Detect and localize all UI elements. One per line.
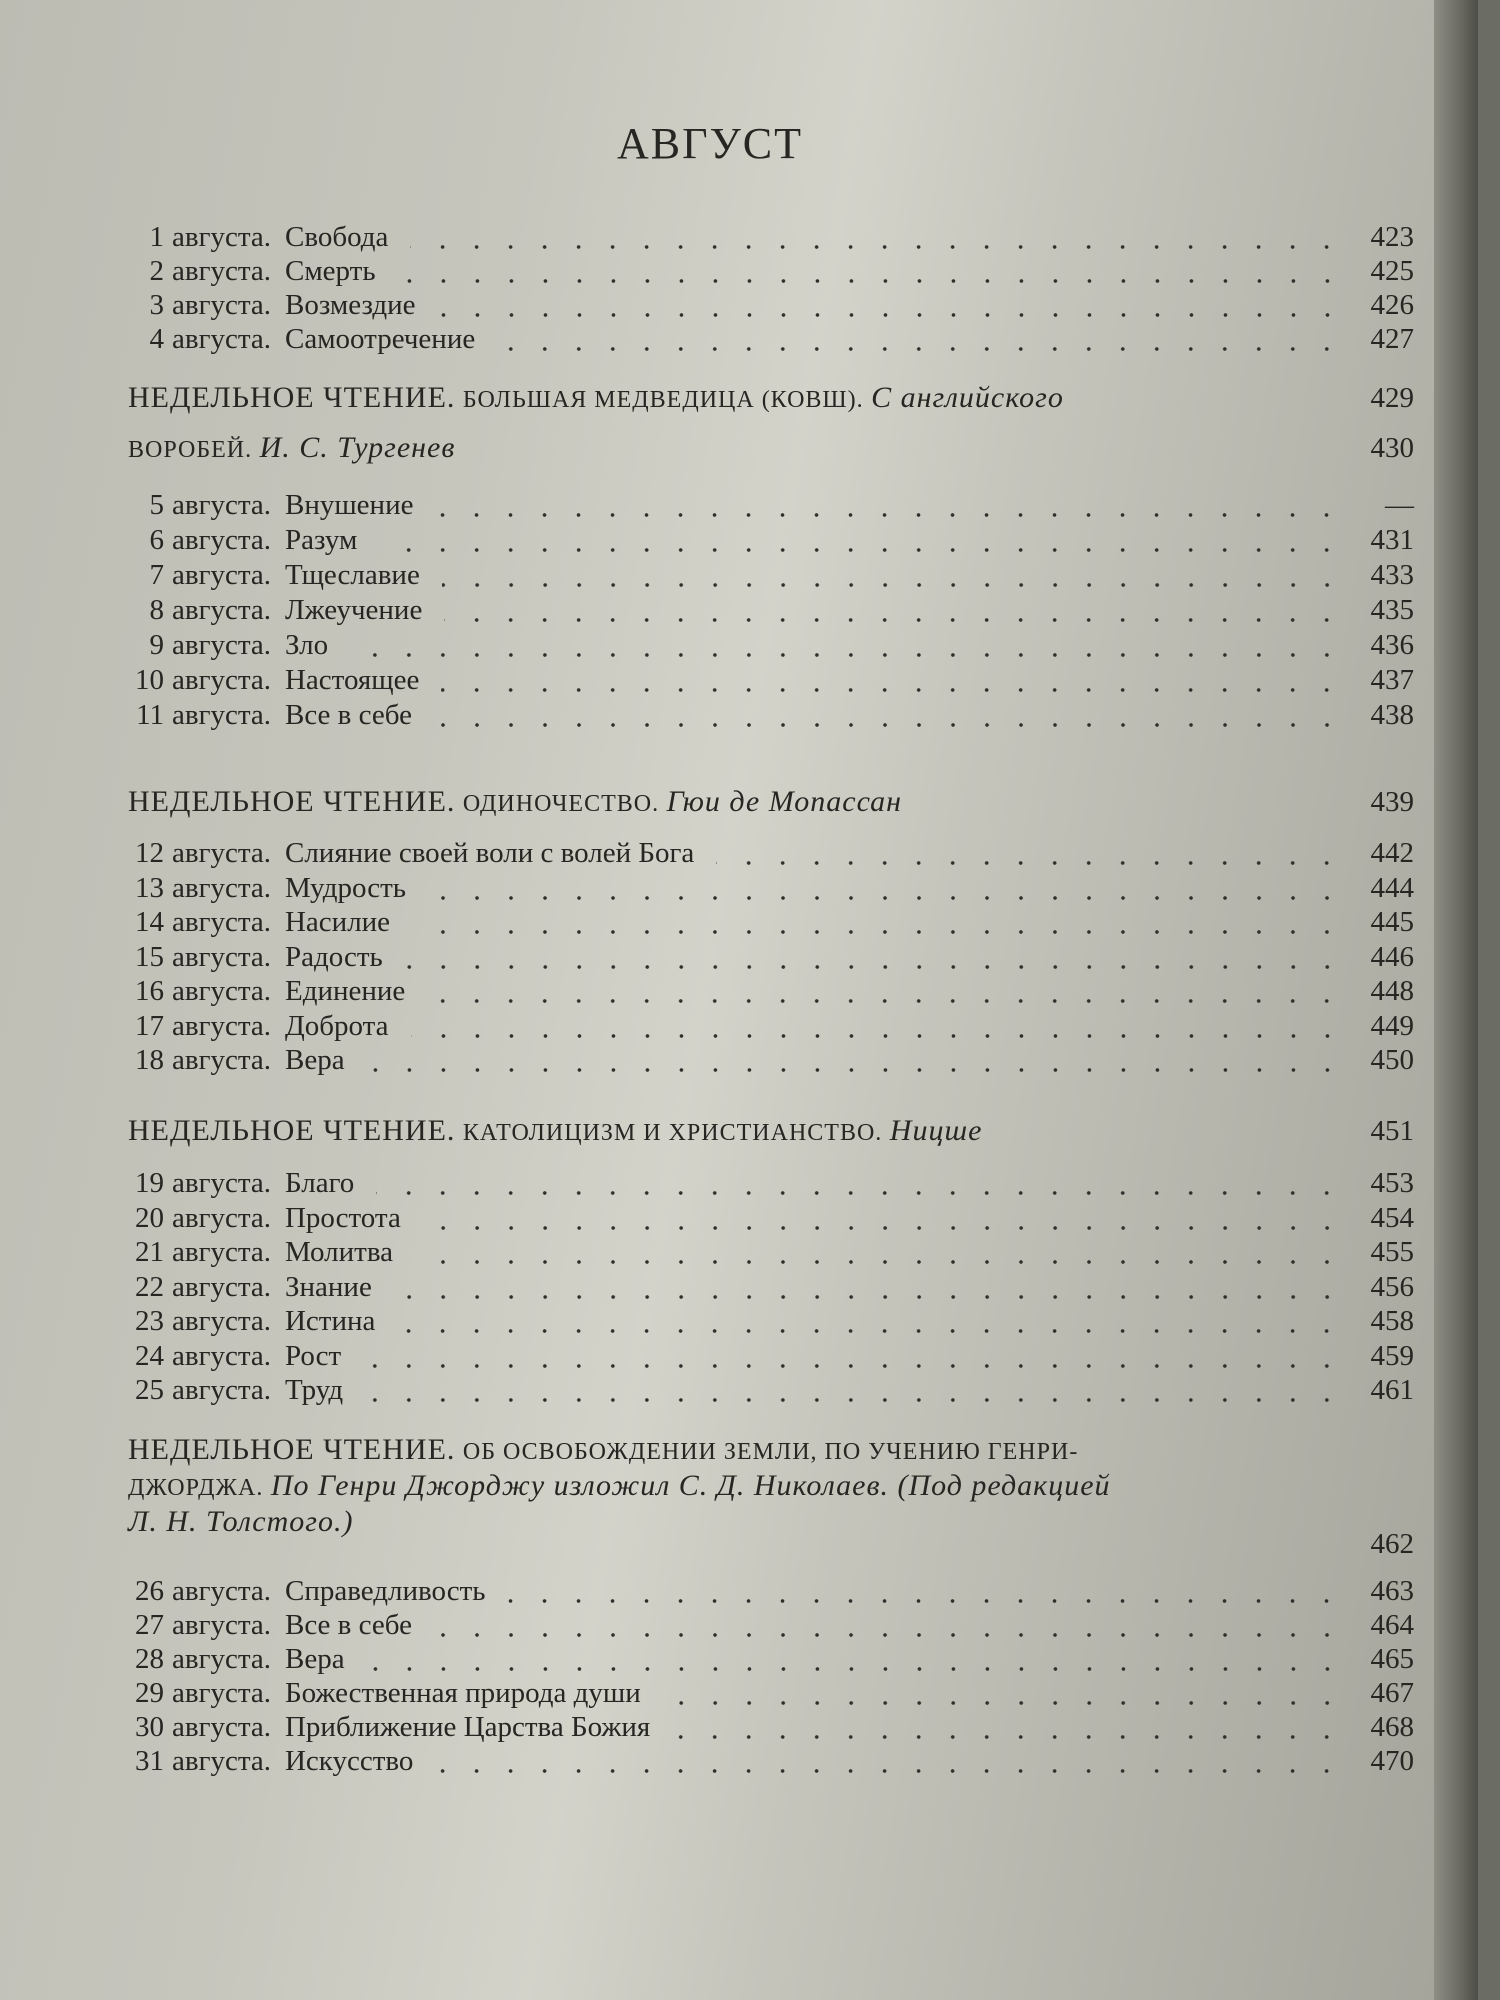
- leader-dots: [410, 242, 1344, 252]
- entry-page: 433: [1370, 559, 1414, 591]
- entry-day: 22: [135, 1270, 164, 1303]
- entry-day: 24: [135, 1339, 164, 1372]
- entry-day: 11: [136, 699, 164, 731]
- toc-entry: [128, 836, 1414, 870]
- entry-month: августа.: [172, 1643, 271, 1675]
- leader-dots: [663, 1698, 1344, 1708]
- entry-page: 427: [1370, 323, 1414, 355]
- entry-month: августа.: [172, 940, 271, 973]
- entry-topic: Божественная природа души: [284, 1677, 641, 1709]
- weekly-page: 451: [1370, 1115, 1414, 1147]
- entry-page: 468: [1370, 1711, 1414, 1743]
- toc-entry: [128, 220, 1414, 254]
- entry-day: 4: [149, 323, 164, 355]
- entry-month: августа.: [172, 323, 271, 355]
- toc-entry: [128, 1608, 1414, 1642]
- toc-entry: [128, 523, 1414, 557]
- weekly-author: С английского: [871, 381, 1064, 414]
- weekly-page: 439: [1370, 786, 1414, 818]
- entry-page: 463: [1370, 1575, 1414, 1607]
- entry-topic: Знание: [284, 1270, 372, 1303]
- entry-page: 470: [1370, 1745, 1414, 1777]
- leader-dots: [442, 580, 1344, 590]
- entry-day: 20: [135, 1201, 164, 1234]
- entry-page: 467: [1370, 1677, 1414, 1709]
- toc-entry: [128, 1166, 1414, 1200]
- toc-entry: [128, 1201, 1414, 1235]
- entry-page: 456: [1370, 1270, 1414, 1303]
- weekly-title: БОЛЬШАЯ МЕДВЕДИЦА (КОВШ).: [462, 387, 864, 413]
- entry-day: 19: [135, 1167, 164, 1199]
- entry-page: 445: [1370, 906, 1414, 938]
- leader-dots: [434, 1630, 1344, 1640]
- leader-dots: [365, 1395, 1344, 1405]
- entry-page: 448: [1370, 975, 1414, 1007]
- entry-topic: Внушение: [284, 489, 414, 521]
- weekly-label: НЕДЕЛЬНОЕ ЧТЕНИЕ.: [128, 381, 456, 414]
- entry-day: 26: [135, 1575, 164, 1607]
- leader-dots: [507, 1596, 1344, 1606]
- weekly-reading-3: [128, 1113, 1414, 1151]
- entry-page: 464: [1370, 1609, 1414, 1641]
- entry-month: августа.: [172, 1711, 271, 1743]
- entry-month: августа.: [172, 255, 271, 287]
- entry-month: августа.: [172, 664, 271, 696]
- entry-month: августа.: [172, 1305, 271, 1337]
- weekly-title: ДЖОРДЖА.: [128, 1475, 264, 1501]
- entry-topic: Рост: [284, 1339, 342, 1372]
- leader-dots: [438, 310, 1344, 320]
- toc-entry: [128, 663, 1414, 697]
- toc-entry: [128, 488, 1414, 522]
- entry-topic: Возмездие: [284, 289, 416, 321]
- entry-page: 431: [1370, 524, 1414, 556]
- entry-month: августа.: [172, 871, 271, 904]
- leader-dots: [441, 685, 1344, 695]
- toc-entry: [128, 1339, 1414, 1373]
- entry-day: 14: [135, 906, 164, 938]
- entry-month: августа.: [172, 221, 271, 253]
- weekly-author: И. С. Тургенев: [259, 431, 456, 464]
- entry-page: 455: [1370, 1236, 1414, 1268]
- entry-day: 29: [135, 1677, 164, 1709]
- entry-month: августа.: [172, 1201, 271, 1234]
- toc-entry: [128, 698, 1414, 732]
- toc-entry: [128, 1744, 1414, 1778]
- entry-month: августа.: [172, 1270, 271, 1303]
- leader-dots: [350, 650, 1344, 660]
- weekly-title: ОБ ОСВОБОЖДЕНИИ ЗЕМЛИ, ПО УЧЕНИЮ ГЕНРИ-: [462, 1439, 1079, 1465]
- entry-topic: Все в себе: [284, 699, 412, 731]
- entry-day: 8: [149, 594, 164, 626]
- entry-day: 10: [135, 664, 164, 696]
- leader-dots: [435, 510, 1344, 520]
- entry-day: 1: [149, 221, 164, 253]
- leader-dots: [427, 996, 1344, 1006]
- entry-month: августа.: [172, 1374, 271, 1406]
- entry-page: 442: [1370, 837, 1414, 869]
- leader-dots: [398, 276, 1344, 286]
- entry-day: 13: [135, 871, 164, 904]
- leader-dots: [672, 1732, 1344, 1742]
- weekly-page: 430: [1370, 432, 1414, 464]
- entry-month: августа.: [172, 1745, 271, 1777]
- weekly-reading-1-second: [128, 430, 1414, 468]
- weekly-page: 429: [1370, 382, 1414, 414]
- leader-dots: [435, 1766, 1344, 1776]
- entry-day: 18: [135, 1044, 164, 1076]
- page-title: АВГУСТ: [617, 119, 803, 168]
- toc-entry: [128, 1009, 1414, 1043]
- entry-day: 30: [135, 1711, 164, 1743]
- leader-dots: [497, 344, 1344, 354]
- entry-topic: Истина: [284, 1305, 376, 1337]
- weekly-title: КАТОЛИЦИЗМ И ХРИСТИАНСТВО.: [462, 1120, 883, 1146]
- weekly-reading-4-second: [128, 1468, 1414, 1506]
- weekly-title: ВОРОБЕЙ.: [128, 437, 253, 463]
- entry-page: 465: [1370, 1643, 1414, 1675]
- toc-entry: [128, 1235, 1414, 1269]
- toc-entry: [128, 1270, 1414, 1304]
- toc-entry: [128, 1373, 1414, 1407]
- toc-entry: [128, 628, 1414, 662]
- entry-month: августа.: [172, 1236, 271, 1268]
- entry-page: 450: [1370, 1044, 1414, 1076]
- weekly-label: НЕДЕЛЬНОЕ ЧТЕНИЕ.: [128, 1114, 456, 1147]
- entry-topic: Вера: [284, 1044, 345, 1076]
- entry-topic: Разум: [284, 524, 358, 556]
- entry-day: 28: [135, 1643, 164, 1675]
- leader-dots: [434, 720, 1344, 730]
- weekly-title: ОДИНОЧЕСТВО.: [462, 791, 660, 817]
- leader-dots: [367, 1664, 1344, 1674]
- book-spine: [1434, 0, 1478, 2000]
- entry-month: августа.: [172, 1044, 271, 1076]
- toc-entry: [128, 940, 1414, 974]
- toc-entry: [128, 1574, 1414, 1608]
- entry-page: 437: [1370, 664, 1414, 696]
- entry-page: 438: [1370, 699, 1414, 731]
- entry-day: 17: [135, 1009, 164, 1042]
- entry-topic: Радость: [284, 940, 383, 973]
- entry-month: августа.: [172, 1609, 271, 1641]
- entry-topic: Благо: [284, 1167, 355, 1199]
- leader-dots: [411, 1031, 1344, 1041]
- entry-page: 449: [1370, 1009, 1414, 1042]
- entry-page: 436: [1370, 629, 1414, 661]
- entry-topic: Вера: [284, 1643, 345, 1675]
- weekly-page: 462: [1370, 1528, 1414, 1560]
- weekly-reading-4: [128, 1432, 1414, 1470]
- entry-topic: Искусство: [284, 1745, 414, 1777]
- toc-entry: [128, 974, 1414, 1008]
- entry-month: августа.: [172, 629, 271, 661]
- entry-topic: Труд: [284, 1374, 344, 1406]
- toc-entry: [128, 558, 1414, 592]
- entry-page: 435: [1370, 594, 1414, 626]
- leader-dots: [394, 1292, 1344, 1302]
- toc-entry: [128, 1642, 1414, 1676]
- entry-page: 459: [1370, 1339, 1414, 1372]
- entry-page: 423: [1370, 221, 1414, 253]
- toc-entry: [128, 871, 1414, 905]
- leader-dots: [428, 893, 1344, 903]
- entry-page: 426: [1370, 289, 1414, 321]
- toc-entry: [128, 1304, 1414, 1338]
- entry-day: 5: [149, 489, 164, 521]
- entry-page: 454: [1370, 1201, 1414, 1234]
- entry-topic: Слияние своей воли с волей Бога: [284, 837, 695, 869]
- weekly-reading-4-third: [128, 1504, 1414, 1560]
- entry-month: августа.: [172, 1339, 271, 1372]
- entry-month: августа.: [172, 289, 271, 321]
- entry-day: 16: [135, 975, 164, 1007]
- entry-month: августа.: [172, 837, 271, 869]
- toc-entry: [128, 593, 1414, 627]
- entry-page: 444: [1370, 871, 1414, 904]
- entry-month: августа.: [172, 1009, 271, 1042]
- leader-dots: [415, 1257, 1344, 1267]
- entry-day: 3: [149, 289, 164, 321]
- entry-month: августа.: [172, 559, 271, 591]
- entry-page: 425: [1370, 255, 1414, 287]
- entry-day: 9: [149, 629, 164, 661]
- entry-month: августа.: [172, 524, 271, 556]
- entry-topic: Приближение Царства Божия: [284, 1711, 651, 1743]
- toc-entry: [128, 1043, 1414, 1077]
- leader-dots: [716, 858, 1344, 868]
- leader-dots: [367, 1065, 1344, 1075]
- entry-day: 21: [135, 1236, 164, 1268]
- leader-dots: [379, 545, 1344, 555]
- entry-day: 12: [135, 837, 164, 869]
- entry-topic: Зло: [284, 629, 329, 661]
- entry-day: 7: [149, 559, 164, 591]
- weekly-label: НЕДЕЛЬНОЕ ЧТЕНИЕ.: [128, 1433, 456, 1466]
- entry-month: августа.: [172, 975, 271, 1007]
- entry-topic: Свобода: [284, 221, 389, 253]
- entry-page: —: [1385, 489, 1414, 521]
- toc-entry: [128, 322, 1414, 356]
- entry-topic: Доброта: [284, 1009, 389, 1042]
- weekly-author: По Генри Джорджу изложил С. Д. Николаев. (Под редакцией: [270, 1469, 1111, 1502]
- entry-day: 31: [135, 1745, 164, 1777]
- leader-dots: [376, 1188, 1344, 1198]
- entry-day: 23: [135, 1305, 164, 1337]
- weekly-author: Гюи де Мопассан: [666, 785, 903, 818]
- weekly-author: Ницше: [889, 1114, 983, 1147]
- entry-topic: Единение: [284, 975, 406, 1007]
- entry-month: августа.: [172, 1677, 271, 1709]
- entry-page: 458: [1370, 1305, 1414, 1337]
- weekly-reading-2: [128, 784, 1414, 822]
- entry-page: 446: [1370, 940, 1414, 973]
- toc-entry: [128, 1710, 1414, 1744]
- entry-topic: Молитва: [284, 1236, 394, 1268]
- entry-topic: Мудрость: [284, 871, 406, 904]
- weekly-label: НЕДЕЛЬНОЕ ЧТЕНИЕ.: [128, 785, 456, 818]
- weekly-reading-1: [128, 380, 1414, 418]
- leader-dots: [363, 1361, 1344, 1371]
- entry-day: 6: [149, 524, 164, 556]
- entry-topic: Смерть: [284, 255, 376, 287]
- leader-dots: [405, 962, 1344, 972]
- toc-entry: [128, 1676, 1414, 1710]
- entry-month: августа.: [172, 906, 271, 938]
- entry-day: 15: [135, 940, 164, 973]
- entry-topic: Самоотречение: [284, 323, 476, 355]
- leader-dots: [412, 927, 1344, 937]
- toc-entry: [128, 254, 1414, 288]
- entry-topic: Насилие: [284, 906, 391, 938]
- weekly-author: Л. Н. Толстого.): [128, 1505, 354, 1538]
- leader-dots: [444, 615, 1344, 625]
- entry-day: 27: [135, 1609, 164, 1641]
- entry-topic: Тщеславие: [284, 559, 420, 591]
- leader-dots: [423, 1223, 1344, 1233]
- entry-topic: Все в себе: [284, 1609, 412, 1641]
- entry-month: августа.: [172, 594, 271, 626]
- entry-topic: Лжеучение: [284, 594, 423, 626]
- entry-page: 453: [1370, 1167, 1414, 1199]
- toc-entry: [128, 288, 1414, 322]
- entry-page: 461: [1370, 1374, 1414, 1406]
- toc-entry: [128, 905, 1414, 939]
- entry-topic: Настоящее: [284, 664, 420, 696]
- entry-month: августа.: [172, 489, 271, 521]
- entry-month: августа.: [172, 1167, 271, 1199]
- leader-dots: [397, 1326, 1344, 1336]
- entry-topic: Справедливость: [284, 1575, 486, 1607]
- entry-day: 2: [149, 255, 164, 287]
- entry-month: августа.: [172, 1575, 271, 1607]
- entry-day: 25: [135, 1374, 164, 1406]
- entry-topic: Простота: [284, 1201, 401, 1234]
- entry-month: августа.: [172, 699, 271, 731]
